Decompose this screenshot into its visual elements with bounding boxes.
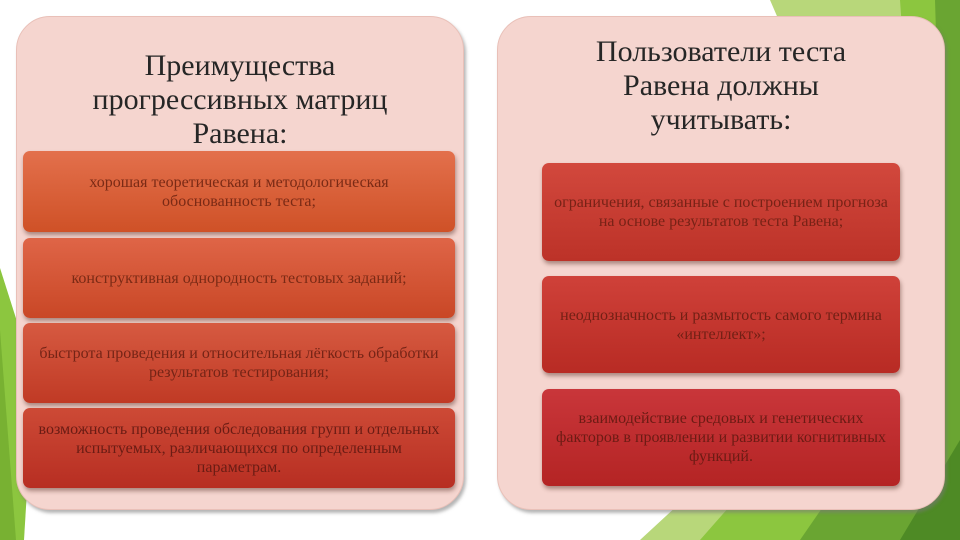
consideration-item-3-text: взаимодействие средовых и генетических факторов в проявлении и развитии когнитивных функций.: [556, 410, 886, 465]
advantage-item-1: [23, 151, 455, 232]
advantage-item-2-text: конструктивная однородность тестовых заданий;: [71, 269, 407, 287]
consideration-item-2-text: неоднозначность и размытость самого термина «интеллект»;: [560, 306, 882, 343]
advantage-item-3: [23, 323, 455, 403]
advantages-title: [17, 49, 463, 151]
consideration-item-1-text: ограничения, связанные с построением прогноза на основе результатов теста Равена;: [554, 194, 888, 230]
advantages-title-line-2: прогрессивных матриц: [92, 83, 388, 116]
consideration-item-2: [542, 276, 900, 373]
consideration-item-3: [542, 389, 900, 486]
consideration-item-1: [542, 163, 900, 261]
considerations-title-line-3: учитывать:: [650, 103, 792, 136]
advantage-item-3-text: быстрота проведения и относительная лёгкость обработки результатов тестирования;: [39, 345, 439, 381]
advantage-item-4-text: возможность проведения обследования групп и отдельных испытуемых, различающихся по определенным параметрам.: [38, 420, 440, 476]
considerations-title-line-1: Пользователи теста: [595, 35, 847, 68]
advantage-item-4: [23, 408, 455, 488]
advantages-title-line-3: Равена:: [192, 117, 288, 150]
advantage-item-2: [23, 238, 455, 318]
considerations-title: [498, 35, 944, 137]
advantage-item-1-text: хорошая теоретическая и методологическая обоснованность теста;: [89, 173, 389, 210]
advantages-title-line-1: Преимущества: [144, 49, 336, 82]
considerations-title-line-2: Равена должны: [623, 69, 819, 102]
